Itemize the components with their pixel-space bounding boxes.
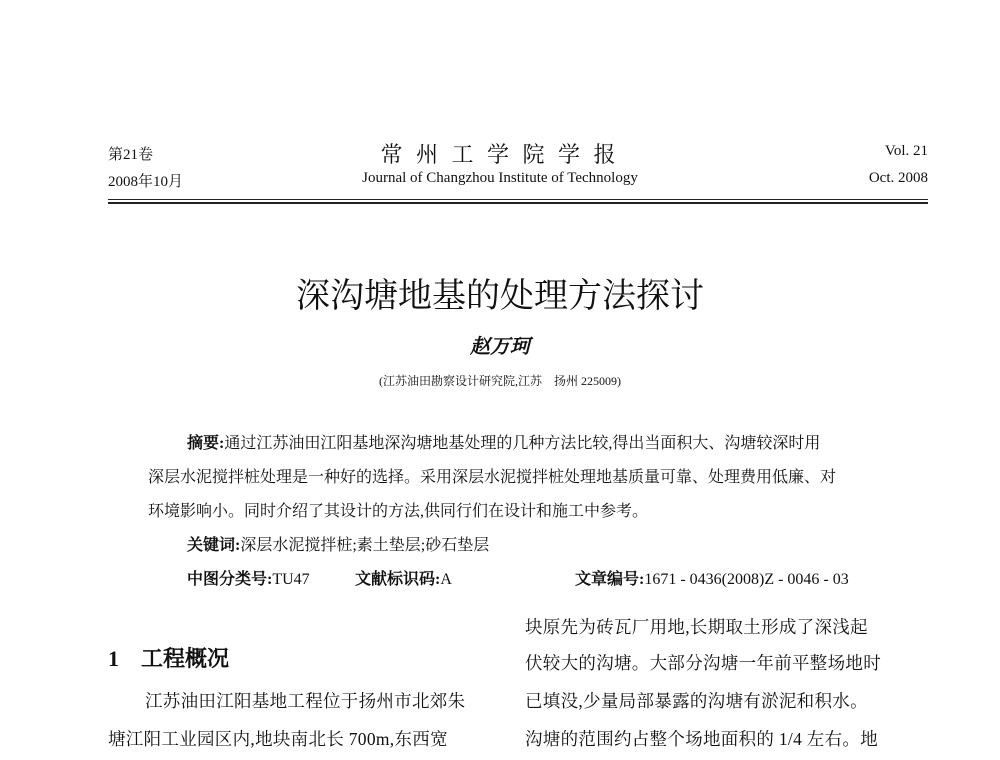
doc-code-label: 文献标识码: xyxy=(355,571,441,588)
body-line: 塘江阳工业园区内,地块南北长 700m,东西宽 xyxy=(108,729,448,749)
clc: TU47 xyxy=(272,571,310,588)
article-no: 1671 - 0436(2008)Z - 0046 - 03 xyxy=(644,571,849,588)
body-line: 已填没,少量局部暴露的沟塘有淤泥和积水。 xyxy=(525,691,868,711)
journal-name-cn: 常 州 工 学 院 学 报 xyxy=(380,142,620,167)
keywords-label: 关键词: xyxy=(187,537,241,554)
article-no-label: 文章编号: xyxy=(575,571,645,588)
abstract-label: 摘要: xyxy=(187,435,225,452)
abstract-line: 环境影响小。同时介绍了其设计的方法,供同行们在设计和施工中参考。 xyxy=(148,503,649,520)
body-line: 沟塘的范围约占整个场地面积的 1/4 左右。地 xyxy=(525,729,879,749)
header-rule-thick xyxy=(108,202,928,204)
doc-code: A xyxy=(440,571,452,588)
volume-en: Vol. 21 xyxy=(884,143,928,159)
section-heading: 1 工程概况 xyxy=(108,646,230,671)
date-en: Oct. 2008 xyxy=(868,170,928,186)
author: 赵万珂 xyxy=(470,336,530,358)
article-title: 深沟塘地基的处理方法探讨 xyxy=(296,278,704,315)
clc-label: 中图分类号: xyxy=(187,571,273,588)
body-line: 伏较大的沟塘。大部分沟塘一年前平整场地时 xyxy=(525,653,881,673)
keywords: 深层水泥搅拌桩;素土垫层;砂石垫层 xyxy=(240,537,490,554)
journal-name-en: Journal of Changzhou Institute of Technology xyxy=(362,170,638,186)
abstract-line: 通过江苏油田江阳基地深沟塘地基处理的几种方法比较,得出当面积大、沟塘较深时用 xyxy=(224,435,821,452)
issue-date: 2008年10月 xyxy=(108,174,184,190)
abstract-line: 深层水泥搅拌桩处理是一种好的选择。采用深层水泥搅拌桩处理地基质量可靠、处理费用低廉、对 xyxy=(148,469,837,486)
body-line: 块原先为砖瓦厂用地,长期取土形成了深浅起 xyxy=(525,617,868,637)
volume: 第21卷 xyxy=(108,147,154,163)
header-rule-thin xyxy=(108,199,928,200)
body-line: 江苏油田江阳基地工程位于扬州市北郊朱 xyxy=(145,691,466,711)
affiliation: (江苏油田勘察设计研究院,江苏 扬州 225009) xyxy=(379,374,621,388)
